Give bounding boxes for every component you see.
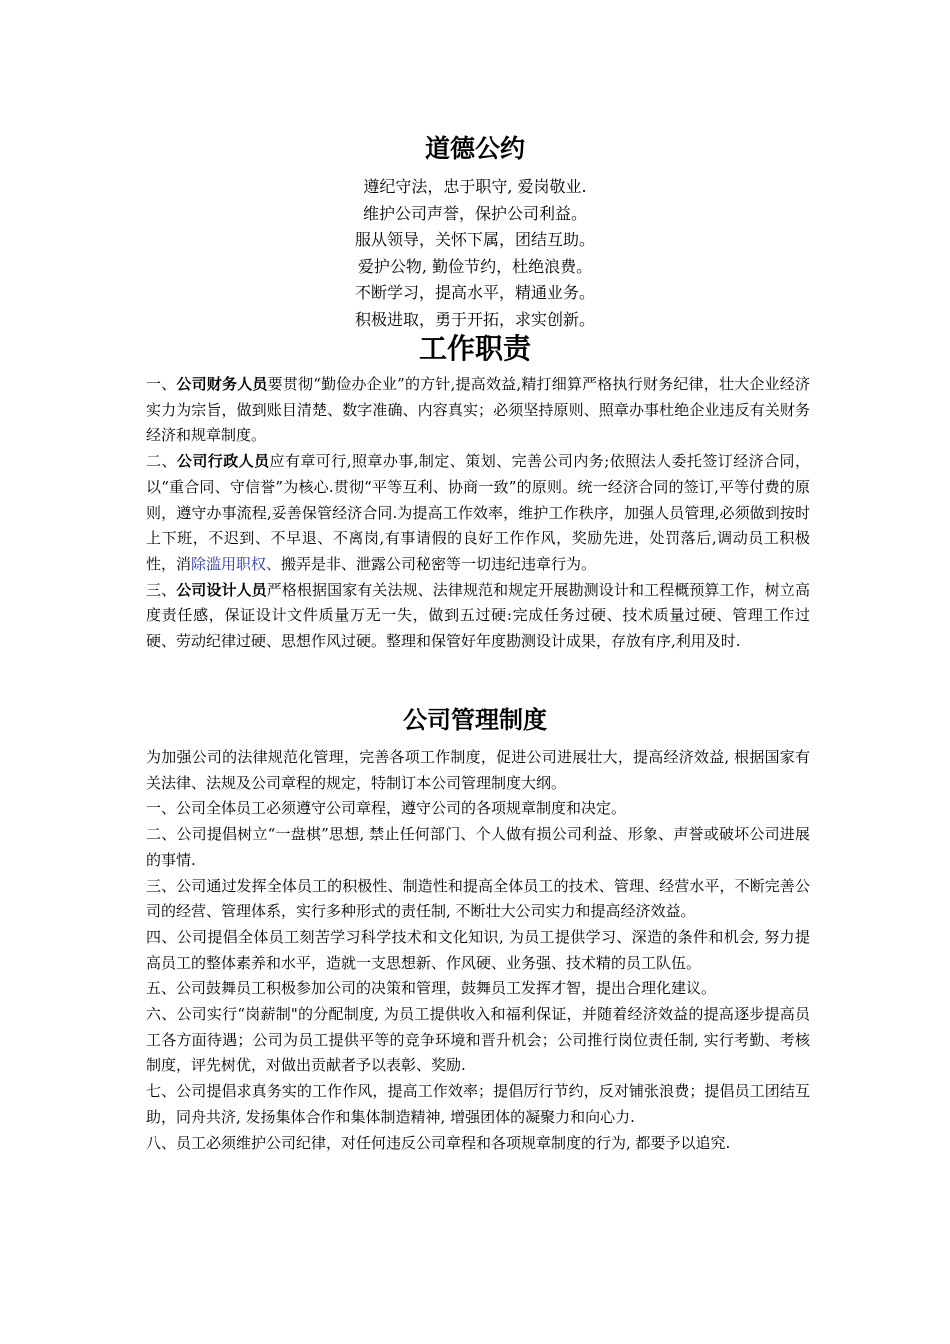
management-paragraph: 八、员工必须维护公司纪律，对任何违反公司章程和各项规章制度的行为, 都要予以追究. (146, 1133, 731, 1152)
management-paragraph: 七、公司提倡求真务实的工作作风，提高工作效率；提倡厉行节约，反对铺张浪费；提倡员工团结互助，同舟共济, 发扬集体合作和集体制造精神, 增强团体的凝聚力和向心力. (146, 1082, 810, 1126)
creed-line: 不断学习，提高水平，精通业务。 (354, 283, 595, 302)
duty-link[interactable]: 除滥用职权、 (191, 554, 282, 573)
creed-title: 道德公约 (424, 134, 525, 163)
management-paragraph: 四、公司提倡全体员工刻苦学习科学技术和文化知识, 为员工提供学习、深造的条件和机会, 努力提高员工的整体素养和水平，造就一支思想新、作风硬、业务强、技术精的员工队伍。 (146, 927, 810, 972)
duty-text: 严格根据国家有关法规、法律规范和规定开展勘测设计和工程概预算工作，树立高度责任感，保证设计文件质量万无一失，做到五过硬:完成任务过硬、技术质量过硬、管理工作过硬、劳动纪律过硬、思想作风过硬。整理和保管好年度勘测设计成果，存放有序,利用及时. (146, 580, 810, 651)
creed-line: 积极进取，勇于开拓，求实创新。 (354, 309, 595, 329)
duty-text: 应有章可行,照章办事,制定、策划、完善公司内务;依照法人委托签订经济合同，以“重合同、守信誉”为核心.贯彻“平等互利、协商一致”的原则。统一经济合同的签订,平等付费的原则，遵守办事流程,妥善保管经济合同.为提高工作效率，维护工作秩序，加强人员管理,必须做到按时上下班，不迟到、不早退、不离岗,有事请假的良好工作作风，奖励先进，处罚落后,调动员工积极性，消 (146, 452, 810, 573)
management-title: 公司管理制度 (403, 706, 547, 734)
duty-text: 要贯彻“勤俭办企业”的方针,提高效益,精打细算严格执行财务纪律，壮大企业经济实力为宗旨，做到账目清楚、数字准确、内容真实；必须坚持原则、照章办事杜绝企业违反有关财务经济和规章制度。 (146, 375, 810, 445)
duties-section (146, 372, 810, 655)
duty-prefix: 三、 (146, 580, 177, 599)
duty-text-after: 搬弄是非、泄露公司秘密等一切违纪违章行为。 (281, 554, 597, 573)
management-paragraph: 二、公司提倡树立“一盘棋”思想, 禁止任何部门、个人做有损公司利益、形象、声誉或破坏公司进展的事情. (146, 825, 810, 869)
management-paragraph: 一、公司全体员工必须遵守公司章程，遵守公司的各项规章制度和决定。 (146, 799, 627, 818)
management-paragraph: 五、公司鼓舞员工积极参加公司的决策和管理，鼓舞员工发挥才智，提出合理化建议。 (146, 979, 717, 998)
creed-line: 遵纪守法，忠于职守, 爱岗敬业. (363, 177, 587, 196)
management-section (146, 745, 810, 1156)
duty-prefix: 二、 (146, 452, 177, 471)
management-paragraph: 三、公司通过发挥全体员工的积极性、制造性和提高全体员工的技术、管理、经营水平，不断完善公司的经营、管理体系，实行多种形式的责任制, 不断壮大公司实力和提高经济效益。 (146, 876, 810, 921)
duty-prefix: 一、 (146, 375, 177, 393)
creed-line: 爱护公物, 勤俭节约，杜绝浪费。 (357, 256, 593, 276)
duty-role: 公司设计人员 (176, 580, 267, 599)
management-paragraph: 六、公司实行“岗薪制"的分配制度, 为员工提供收入和福利保证，并随着经济效益的提高逐步提高员工各方面待遇；公司为员工提供平等的竞争环境和晋升机会；公司推行岗位责任制, 实行考勤、考核制度，评先树优，对做出贡献者予以表彰、奖励. (146, 1005, 810, 1075)
creed-line: 维护公司声誉，保护公司利益。 (362, 203, 587, 223)
creed-line: 服从领导，关怀下属，团结互助。 (354, 230, 595, 249)
duty-role: 公司行政人员 (176, 452, 270, 471)
duty-role: 公司财务人员 (176, 375, 268, 393)
management-paragraph: 为加强公司的法律规范化管理，完善各项工作制度，促进公司进展壮大，提高经济效益, 根据国家有关法律、法规及公司章程的规定，特制订本公司管理制度大纲。 (146, 748, 810, 792)
duties-title: 工作职责 (418, 332, 531, 365)
duty-admin (146, 449, 810, 578)
duty-design (146, 578, 810, 655)
duty-finance (146, 372, 810, 449)
creed-list (0, 174, 950, 333)
